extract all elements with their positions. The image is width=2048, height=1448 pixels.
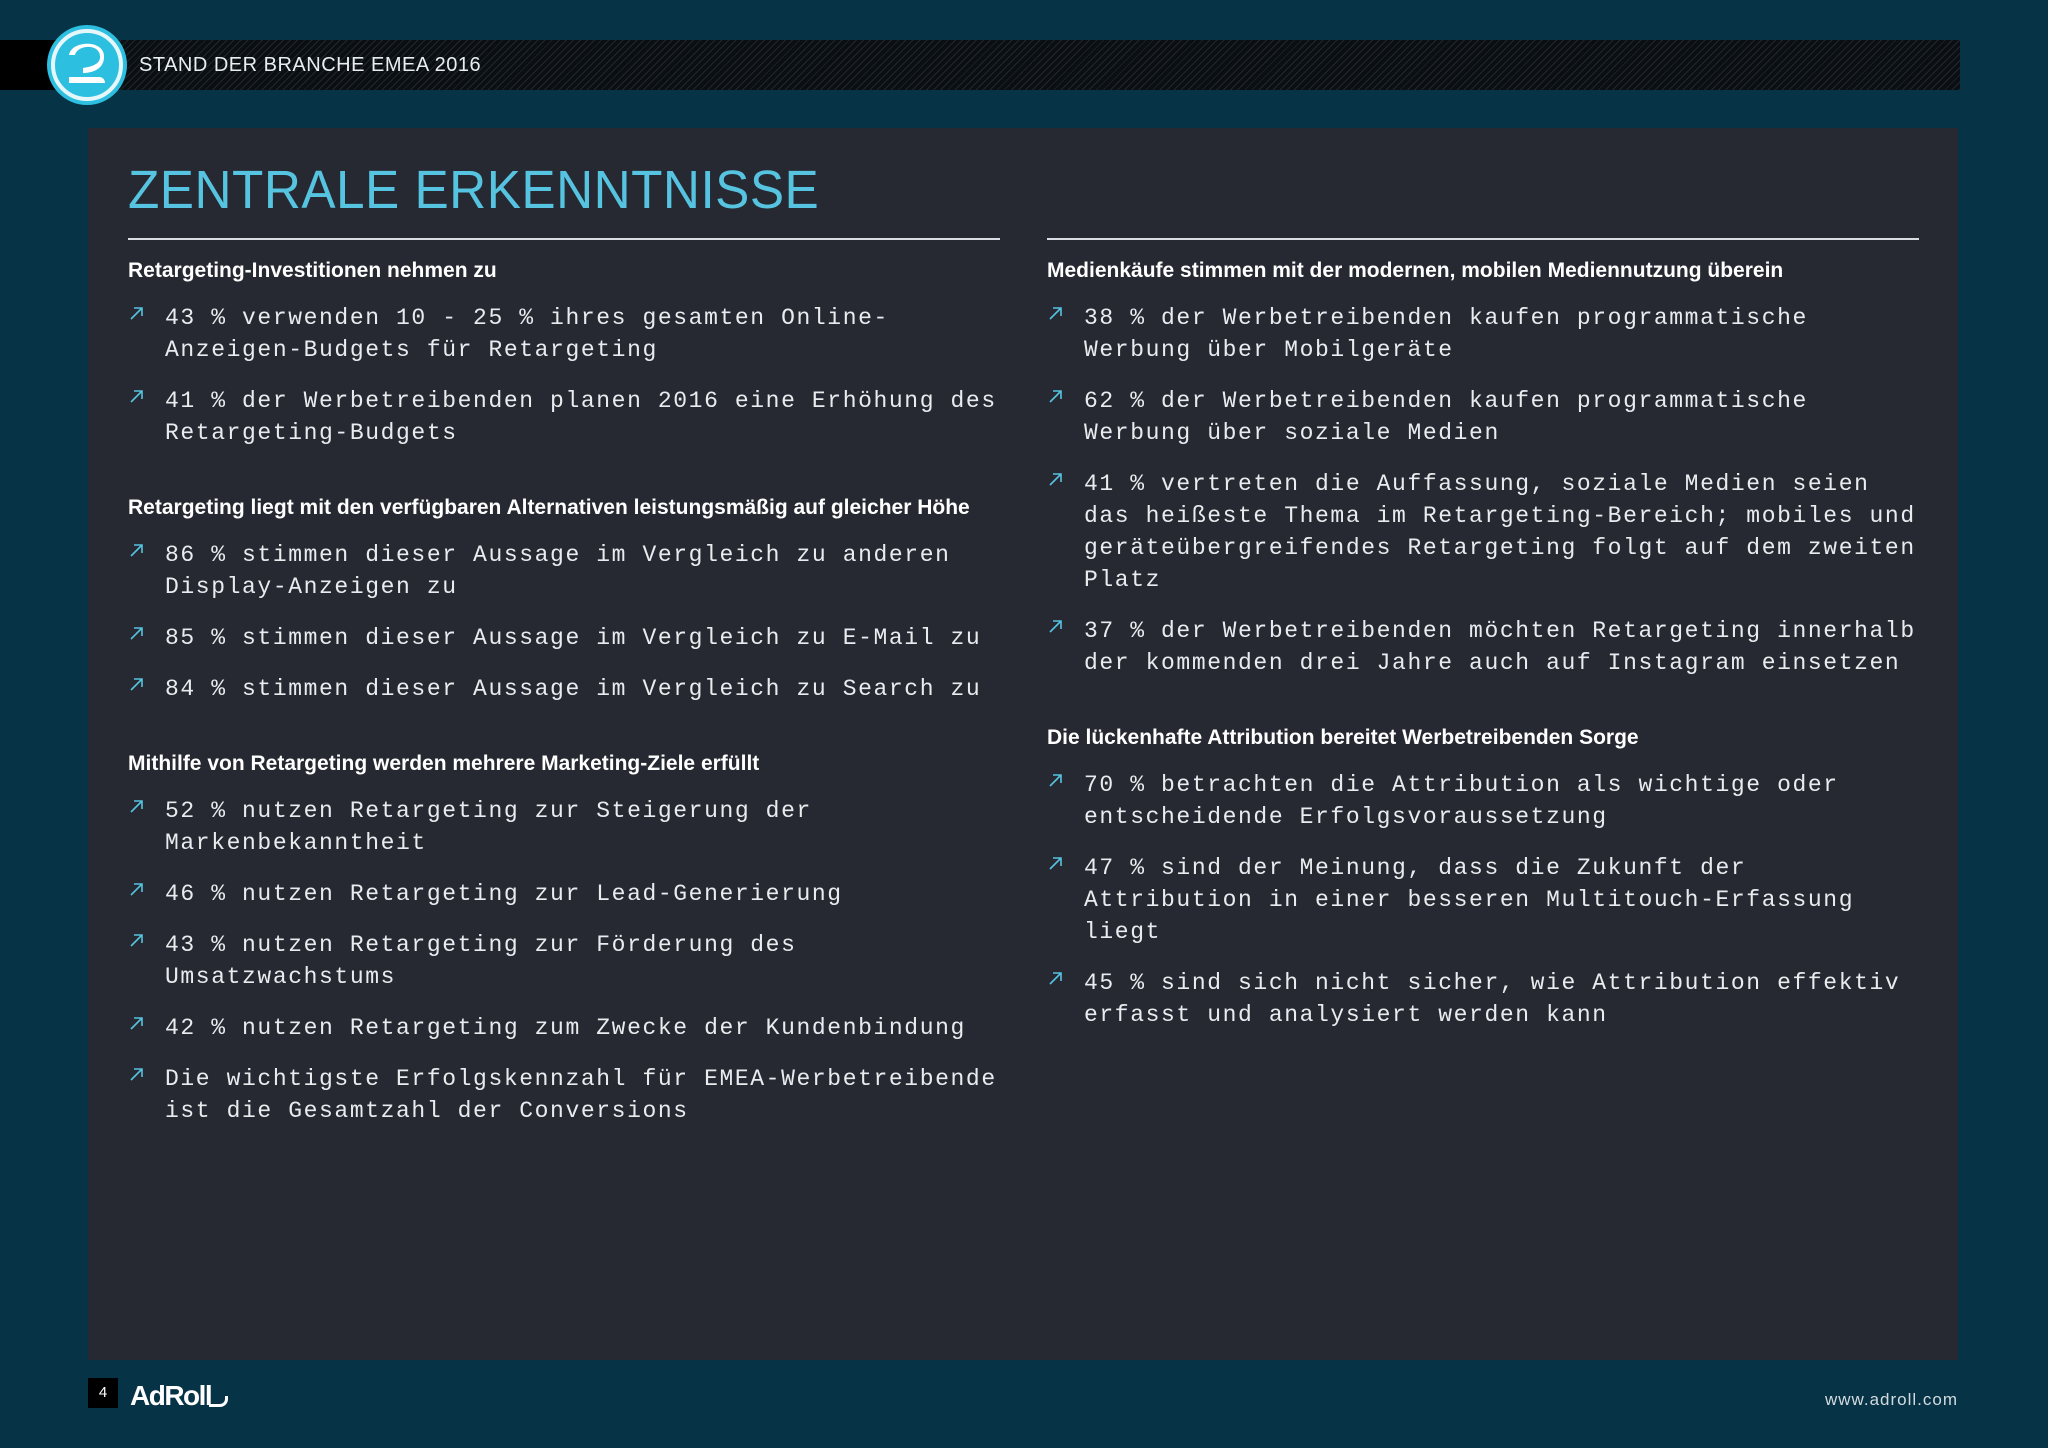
adroll-logo-icon [47,25,127,105]
arrow-up-right-icon [1047,387,1065,405]
list-item [128,622,1000,654]
list-item-text: 38 % der Werbetreibenden kaufen programmatische Werbung über Mobilgeräte [1084,305,1808,363]
list-item-text: 41 % der Werbetreibenden planen 2016 eine Erhöhung des Retargeting-Budgets [165,388,997,446]
list-item-text: 62 % der Werbetreibenden kaufen programmatische Werbung über soziale Medien [1084,388,1808,446]
section [128,254,1000,449]
list-item [128,539,1000,603]
bullet-list [128,795,1000,1127]
bullet-list [1047,769,1919,1031]
list-item-text: 70 % betrachten die Attribution als wichtige oder entscheidende Erfolgsvoraussetzung [1084,772,1839,830]
wordmark-tail [209,1396,228,1407]
list-item [128,929,1000,993]
brand-name: AdRoll [130,1380,212,1411]
list-item-text: 84 % stimmen dieser Aussage im Vergleich zu Search zu [165,676,982,702]
page-number: 4 [88,1378,118,1408]
page-title: ZENTRALE ERKENNTNISSE [128,160,820,220]
arrow-up-right-icon [128,797,146,815]
list-item [1047,302,1919,366]
list-item [1047,769,1919,833]
list-item [128,673,1000,705]
list-item-text: 46 % nutzen Retargeting zur Lead-Generierung [165,881,843,907]
list-item-text: 43 % nutzen Retargeting zur Förderung des Umsatzwachstums [165,932,797,990]
list-item [1047,967,1919,1031]
left-column [128,238,1000,1169]
list-item-text: 85 % stimmen dieser Aussage im Vergleich zu E-Mail zu [165,625,982,651]
list-item-text: 42 % nutzen Retargeting zum Zwecke der Kundenbindung [165,1015,966,1041]
right-column [1047,238,1919,1073]
arrow-up-right-icon [128,931,146,949]
arrow-up-right-icon [128,675,146,693]
list-item-text: 47 % sind der Meinung, dass die Zukunft der Attribution in einer besseren Multitouch-Erfassung liegt [1084,855,1855,945]
section [1047,721,1919,1031]
bullet-list [128,302,1000,449]
section [1047,254,1919,679]
list-item [1047,615,1919,679]
section-heading: Medienkäufe stimmen mit der modernen, mobilen Mediennutzung überein [1047,259,1784,282]
adroll-logo-mark [47,25,127,105]
arrow-up-right-icon [128,541,146,559]
section-heading: Mithilfe von Retargeting werden mehrere Marketing-Ziele erfüllt [128,752,760,775]
section-heading: Retargeting liegt mit den verfügbaren Alternativen leistungsmäßig auf gleicher Höhe [128,496,970,519]
list-item [1047,468,1919,596]
arrow-up-right-icon [128,304,146,322]
bullet-list [128,539,1000,705]
adroll-wordmark-logo [130,1378,228,1414]
list-item-text: 43 % verwenden 10 - 25 % ihres gesamten Online-Anzeigen-Budgets für Retargeting [165,305,889,363]
list-item-text: Die wichtigste Erfolgskennzahl für EMEA-Werbetreibende ist die Gesamtzahl der Conversions [165,1066,997,1124]
list-item-text: 52 % nutzen Retargeting zur Steigerung der Markenbekanntheit [165,798,812,856]
arrow-up-right-icon [128,387,146,405]
list-item [128,302,1000,366]
section-heading: Die lückenhafte Attribution bereitet Werbetreibenden Sorge [1047,726,1639,749]
list-item [128,795,1000,859]
arrow-up-right-icon [1047,470,1065,488]
list-item [128,1063,1000,1127]
arrow-up-right-icon [1047,771,1065,789]
list-item [128,1012,1000,1044]
list-item-text: 41 % vertreten die Auffassung, soziale Medien seien das heißeste Thema im Retargeting-Bereich; mobiles und geräteübergreifendes Retargeting folgt auf dem zweiten Platz [1084,471,1916,593]
arrow-up-right-icon [128,1014,146,1032]
arrow-up-right-icon [128,1065,146,1083]
header-title: STAND DER BRANCHE EMEA 2016 [139,54,482,76]
content-panel [88,128,1958,1360]
list-item [128,385,1000,449]
section [128,491,1000,705]
list-item-text: 45 % sind sich nicht sicher, wie Attribution effektiv erfasst und analysiert werden kann [1084,970,1901,1028]
list-item-text: 86 % stimmen dieser Aussage im Vergleich zu anderen Display-Anzeigen zu [165,542,951,600]
section [128,747,1000,1127]
website-url: www.adroll.com [1824,1390,1958,1409]
arrow-up-right-icon [128,624,146,642]
arrow-up-right-icon [1047,854,1065,872]
arrow-up-right-icon [128,880,146,898]
arrow-up-right-icon [1047,304,1065,322]
list-item [1047,852,1919,948]
section-heading: Retargeting-Investitionen nehmen zu [128,259,497,282]
list-item [1047,385,1919,449]
list-item-text: 37 % der Werbetreibenden möchten Retargeting innerhalb der kommenden drei Jahre auch auf Instagram einsetzen [1084,618,1916,676]
bullet-list [1047,302,1919,679]
arrow-up-right-icon [1047,617,1065,635]
arrow-up-right-icon [1047,969,1065,987]
list-item [128,878,1000,910]
